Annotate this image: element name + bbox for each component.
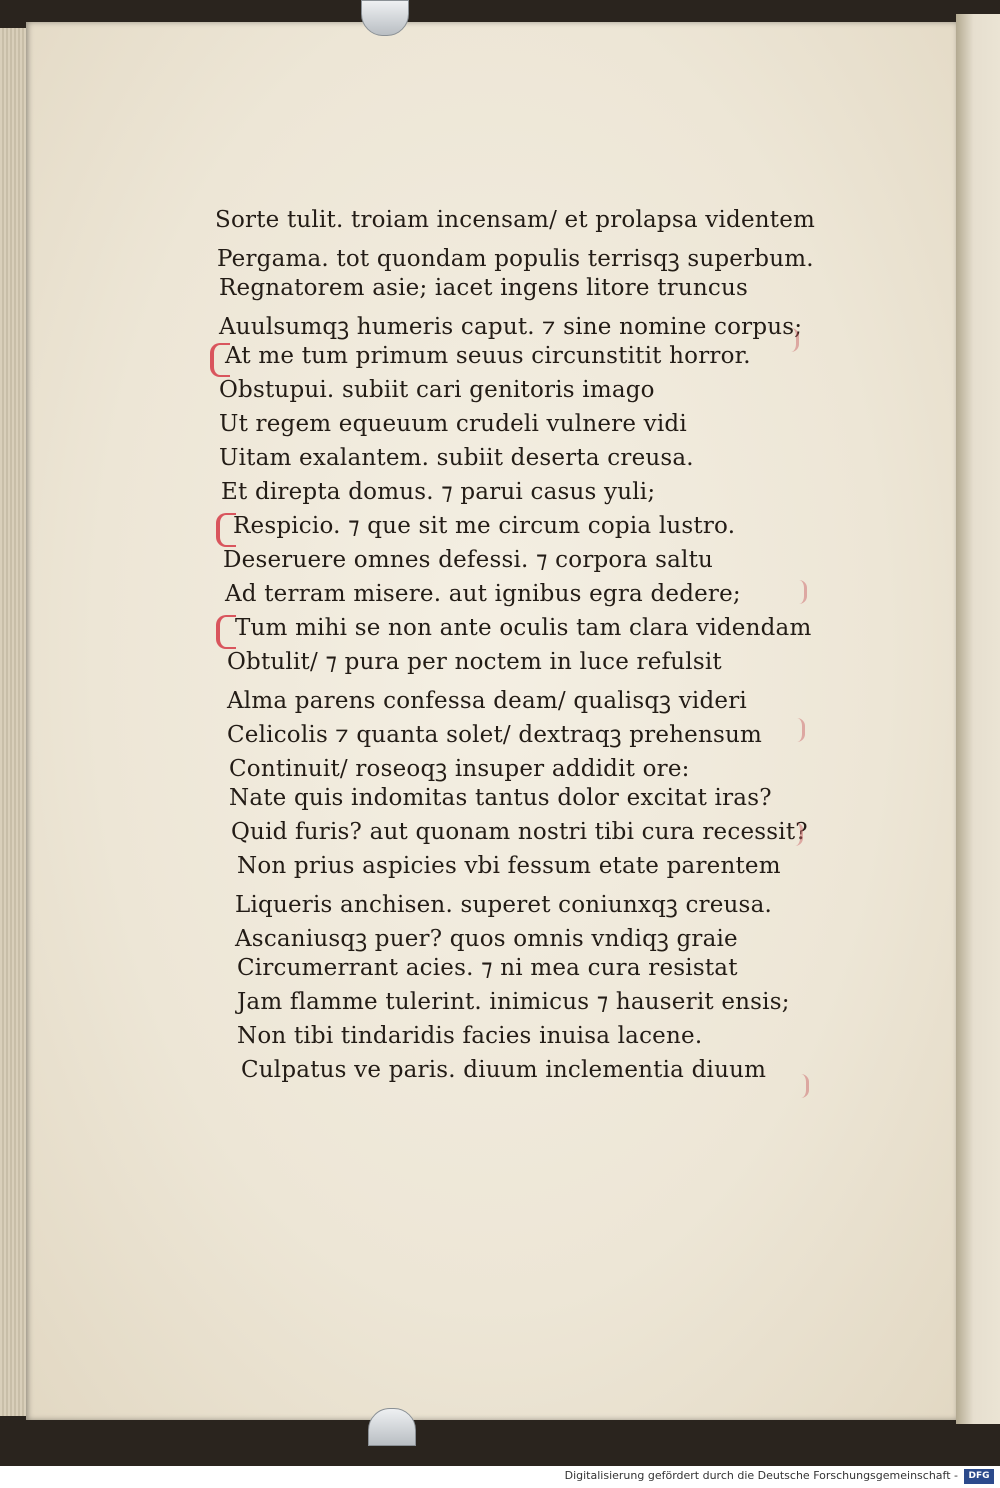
verse-line: Auulsumqꝫ humeris caput. ⁊ sine nomine corpus; (219, 314, 803, 340)
facing-page-edge (956, 14, 1000, 1424)
verse-line: Continuit/ roseoqꝫ insuper addidit ore: (229, 756, 690, 782)
rubric-mark (216, 615, 236, 649)
book-page (26, 22, 956, 1420)
verse-line: Ut regem equeuum crudeli vulnere vidi (219, 411, 687, 437)
verse-line: Celicolis ⁊ quanta solet/ dextraqꝫ prehensum (227, 722, 763, 748)
verse-line: Regnatorem asie; iacet ingens litore truncus (219, 275, 748, 301)
verse-line: Quid furis? aut quonam nostri tibi cura recessit? (231, 819, 808, 845)
dfg-logo-icon: DFG (964, 1469, 994, 1484)
verse-line: Uitam exalantem. subiit deserta creusa. (219, 445, 694, 471)
bleed-through-mark (796, 1074, 809, 1098)
footer-credit: Digitalisierung gefördert durch die Deutsche Forschungsgemeinschaft - (564, 1469, 958, 1482)
verse-line: Nate quis indomitas tantus dolor excitat iras? (229, 785, 772, 811)
verse-block (26, 22, 956, 1420)
verse-line: Respicio. ⁊ que sit me circum copia lustro. (233, 513, 736, 539)
verse-line: At me tum primum seuus circunstitit horror. (225, 343, 751, 369)
bleed-through-mark (786, 328, 799, 352)
verse-line: Obstupui. subiit cari genitoris imago (219, 377, 655, 403)
verse-line: Pergama. tot quondam populis terrisqꝫ superbum. (217, 246, 814, 272)
verse-line: Deseruere omnes defessi. ⁊ corpora saltu (223, 547, 714, 573)
bleed-through-mark (790, 822, 803, 846)
rubric-mark (216, 513, 236, 547)
verse-line: Tum mihi se non ante oculis tam clara videndam (235, 615, 812, 641)
verse-line: Et direpta domus. ⁊ parui casus yuli; (221, 479, 656, 505)
book-clip-bottom (368, 1408, 416, 1446)
verse-line: Ascaniusqꝫ puer? quos omnis vndiqꝫ graie (235, 926, 738, 952)
verse-line: Sorte tulit. troiam incensam/ et prolapsa videntem (215, 207, 816, 233)
verse-line: Jam flamme tulerint. inimicus ⁊ hauserit ensis; (237, 989, 790, 1015)
verse-line: Obtulit/ ⁊ pura per noctem in luce refulsit (227, 649, 722, 675)
verse-line: Culpatus ve paris. diuum inclementia diuum (241, 1057, 767, 1083)
bleed-through-mark (794, 580, 807, 604)
verse-line: Alma parens confessa deam/ qualisqꝫ videri (227, 688, 747, 714)
verse-line: Liqueris anchisen. superet coniunxqꝫ creusa. (235, 892, 772, 918)
footer-bar (0, 1466, 1000, 1488)
verse-line: Circumerrant acies. ⁊ ni mea cura resistat (237, 955, 738, 981)
verse-line: Non prius aspicies vbi fessum etate parentem (237, 853, 781, 879)
bleed-through-mark (792, 718, 805, 742)
verse-line: Ad terram misere. aut ignibus egra dedere; (225, 581, 741, 607)
verse-line: Non tibi tindaridis facies inuisa lacene. (237, 1023, 703, 1049)
rubric-mark (210, 343, 230, 377)
